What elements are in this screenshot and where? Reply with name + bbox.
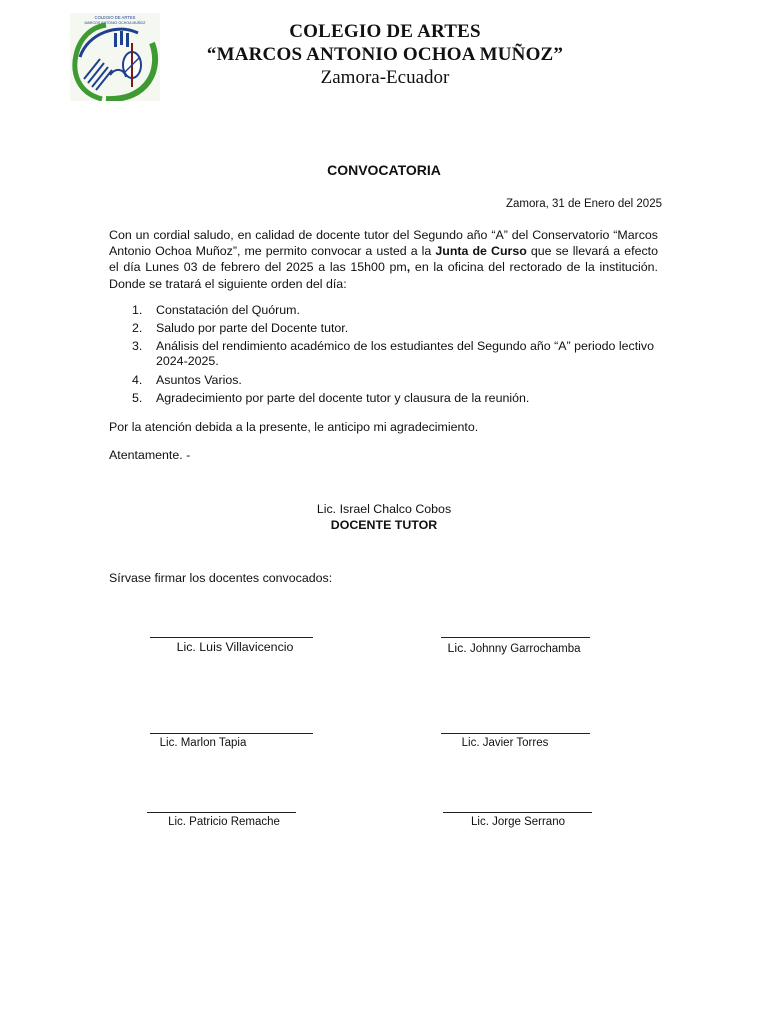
paragraph-text: en la oficina del rectorado de la institución. Donde se tratará el siguiente orden del día: xyxy=(109,260,658,291)
closing-text: Atentamente. - xyxy=(109,448,191,462)
school-location: Zamora-Ecuador xyxy=(320,67,450,88)
svg-text:COLEGIO DE ARTES: COLEGIO DE ARTES xyxy=(94,15,136,20)
list-item xyxy=(109,391,669,406)
school-name: COLEGIO DE ARTES xyxy=(289,21,481,42)
list-item-text: Asuntos Varios. xyxy=(156,372,242,387)
thanks-text: Por la atención debida a la presente, le anticipo mi agradecimiento. xyxy=(109,420,479,434)
list-number: 3. xyxy=(132,339,143,354)
list-number: 2. xyxy=(132,321,143,336)
school-logo xyxy=(70,13,160,101)
list-item xyxy=(109,321,669,336)
signature-line xyxy=(150,733,313,734)
signer-name: Lic. Israel Chalco Cobos xyxy=(316,502,452,516)
paragraph-comma: , xyxy=(406,260,411,275)
signature-line xyxy=(441,637,590,638)
list-item xyxy=(109,303,669,318)
meeting-name: Junta de Curso xyxy=(435,244,527,259)
list-item-text: Constatación del Quórum. xyxy=(156,303,300,317)
signature-label: Lic. Javier Torres xyxy=(461,737,549,749)
signature-line xyxy=(150,637,313,638)
list-number: 1. xyxy=(132,303,143,317)
signature-line xyxy=(443,812,592,813)
signature-label: Lic. Patricio Remache xyxy=(168,816,280,828)
signer-role: DOCENTE TUTOR xyxy=(330,518,438,532)
school-full-name: “MARCOS ANTONIO OCHOA MUÑOZ” xyxy=(206,44,564,65)
signature-line xyxy=(441,733,590,734)
agenda-list xyxy=(109,303,669,409)
signature-request: Sírvase firmar los docentes convocados: xyxy=(109,571,333,585)
list-item xyxy=(109,339,669,369)
signature-label: Lic. Johnny Garrochamba xyxy=(447,641,581,655)
signature-label: Lic. Luis Villavicencio xyxy=(176,640,294,654)
list-item xyxy=(109,373,669,388)
list-item-text: Saludo por parte del Docente tutor. xyxy=(156,321,349,336)
document-date: Zamora, 31 de Enero del 2025 xyxy=(506,198,662,210)
list-number: 5. xyxy=(132,390,143,405)
signature-line xyxy=(147,812,296,813)
music-instruments-logo-icon xyxy=(70,13,160,101)
list-number: 4. xyxy=(132,372,143,387)
list-item-text: Agradecimiento por parte del docente tutor y clausura de la reunión. xyxy=(156,390,530,405)
signature-label: Lic. Marlon Tapia xyxy=(159,737,247,749)
paragraph-text: Con un cordial saludo, en calidad de docente tutor del Segundo año “A” del Conservatorio “Marcos Antonio Ochoa Muñoz”, me permito convocar a usted a la xyxy=(109,228,658,259)
body-paragraph xyxy=(109,227,658,292)
paragraph-text: que se llevará a efecto el día Lunes 03 de febrero del 2025 a las 15h00 pm xyxy=(109,244,658,275)
svg-text:MARCOS ANTONIO OCHOA MUÑOZ: MARCOS ANTONIO OCHOA MUÑOZ xyxy=(84,21,146,25)
signature-label: Lic. Jorge Serrano xyxy=(471,816,565,828)
list-item-text: Análisis del rendimiento académico de los estudiantes del Segundo año “A” periodo lectivo 2024-2025. xyxy=(156,339,654,369)
document-title: CONVOCATORIA xyxy=(327,162,441,178)
